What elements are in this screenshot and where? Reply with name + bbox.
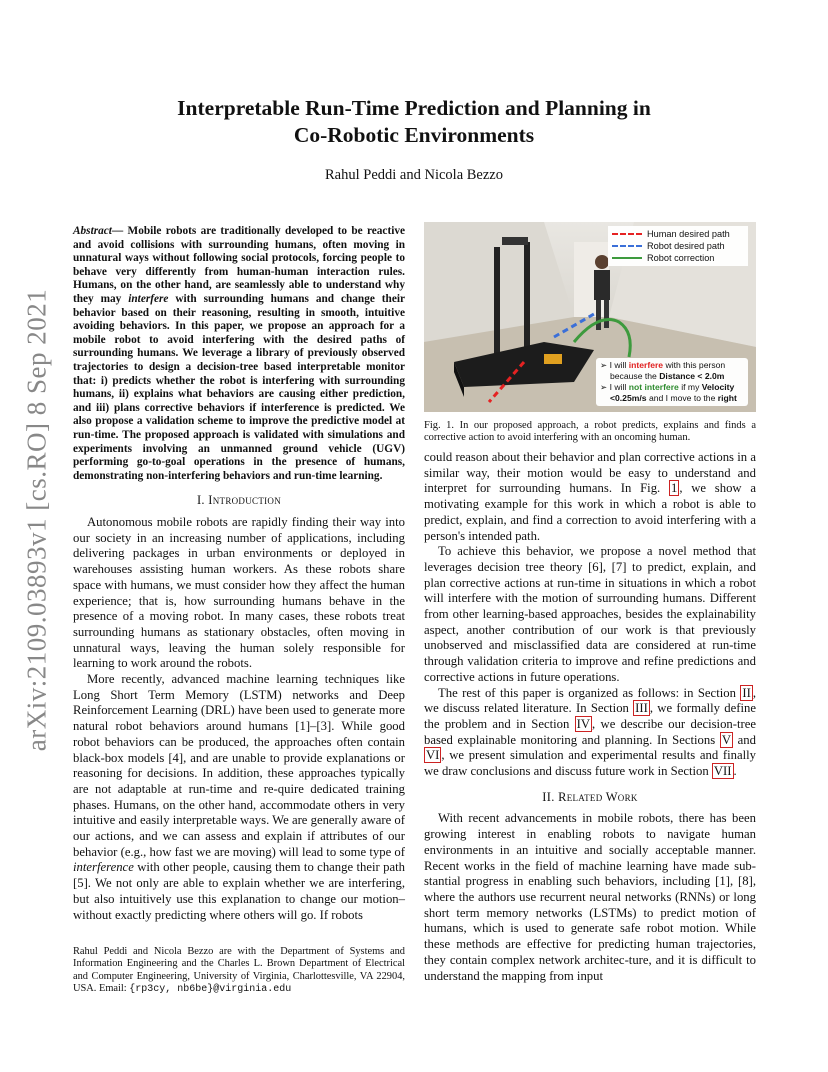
intro-p2-emphasis: interference: [73, 860, 134, 875]
figure-legend: [608, 226, 748, 266]
legend-robot-correction: [612, 252, 744, 264]
explanation-line-2: because the Distance < 2.0m: [610, 371, 725, 381]
intro-paragraph-1: Autonomous mobile robots are rapidly finding their way into our society in an increasing number of applications, including delivering packages in urban environments or deployed in warehouses assisting human workers. As these robots share space with humans, we must consider how they affect the human experience; that is, how surrounding humans behave in the presence of a moving robot. In many cases, these robots treat surrounding humans as stationary obstacles, often moving in unnatural ways, leaving the human solely responsible for learning to work around the robots.: [73, 514, 405, 671]
section-ref-link[interactable]: II: [742, 685, 751, 700]
legend-human-path: [612, 228, 744, 240]
legend-correction-label: Robot correction: [647, 253, 715, 263]
red-dashed-line-icon: [612, 233, 642, 235]
footnote-text: Rahul Peddi and Nicola Bezzo are with the Department of Systems and Information Engineering and the Charles L. Brown Department of Electrical and Computer Engineering, University of Virginia, Charlottesville, VA 22904, USA. Email:: [73, 946, 405, 995]
right-column: [424, 450, 756, 984]
explanation-line-4: <0.25m/s and I move to the right: [610, 393, 737, 403]
section-heading-introduction: I. Introduction: [196, 493, 282, 508]
legend-robot-path: [612, 240, 744, 252]
right-paragraph-2: To achieve this behavior, we propose a novel method that leverages decision tree theory [6], [7] to predict, explain, and plan corrective actions at run-time in situations in which a robot will interfere with the motion of surrounding humans. Different from other learning-based approaches, besides the explainability aspect, another contribution of our work is that previously unobserved and misclassified data are considered at run-time through validation criteria to improve and refine predictions and corrective actions in future operations.: [424, 544, 756, 684]
arxiv-id-text: arXiv:2109.03893v1 [cs.RO] 8 Sep 2021: [21, 288, 52, 752]
section-ref-link[interactable]: IV: [576, 716, 591, 731]
author-footnote: [73, 946, 405, 997]
title-line-2: Co-Robotic Environments: [293, 123, 535, 147]
fig-ref-link[interactable]: 1: [670, 481, 678, 496]
paper-title: [100, 95, 728, 149]
figure-1-photo: [424, 222, 756, 412]
abstract-lead: Abstract: [73, 225, 112, 237]
abstract-emphasis: interfere: [128, 292, 169, 305]
explanation-line-3: ➢ I will not interfere if my Velocity: [600, 382, 735, 392]
rp1-text-a: could reason about their behavior and plan corrective actions in a similar way, their motion would be easy to understand and interpret for surrounding humans. In Fig.: [424, 450, 756, 496]
section-ref-link[interactable]: III: [635, 701, 648, 716]
green-solid-line-icon: [612, 257, 642, 259]
right-paragraph-3: The rest of this paper is organized as follows: in Section II , we discuss related literature. In Section III , we formally define the problem and in Section IV , we describe our decision-tree based explainable monitoring and planning. In Sections V and VI , we present simulation and experimental results and finally we draw conclusions and discuss future work in Section VII .: [424, 685, 756, 779]
section-ref-link[interactable]: VI: [426, 748, 440, 763]
legend-human-label: Human desired path: [647, 229, 730, 239]
related-work-paragraph-1: With recent advancements in mobile robots, there has been growing interest in enabling robots to navigate human environments in an intuitive and socially acceptable manner. Recent works in the field of machine learning have made sub-stantial progress in enabling such behaviors, including [1], [8], where the authors use recurrent neural networks (RNNs) or long short term memory networks (LSTMs) to predict motion of humans, which is used to generate safe robot motion. While these methods are effective for predicting human trajectories, they contain complex network architec-ture, and it is difficult to understand the mapping from input: [424, 811, 756, 983]
abstract: [73, 225, 405, 483]
paper-authors: Rahul Peddi and Nicola Bezzo: [325, 167, 503, 183]
abstract-text-1: Mobile robots are traditionally developed to be reactive and avoid collisions with surrounding humans, often moving in unnatural ways without following social protocols, forcing people to behave very differently from human-human interaction rules. Humans, on the other hand, are seamlessly able to understand why they may: [73, 225, 406, 305]
explanation-line-1: ➢ I will interfere with this person: [600, 360, 726, 370]
arxiv-identifier: [17, 288, 57, 752]
rp1-text-b: , we show a motivating example for this work in which a robot is able to predict, explain, and find a correction to avoid interfering with a person's intended path.: [424, 481, 756, 543]
footnote-email[interactable]: {rp3cy, nb6be}@virginia.edu: [129, 984, 292, 996]
section-ref-link[interactable]: VII: [713, 764, 732, 779]
explanation-box: [596, 358, 748, 406]
legend-robot-label: Robot desired path: [647, 241, 725, 251]
left-column: [73, 225, 405, 923]
section-heading-related-work: II. Related Work: [542, 789, 638, 804]
figure-1-caption: Fig. 1. In our proposed approach, a robot predicts, explains and finds a corrective action to avoid interfering with an oncoming human.: [424, 420, 756, 444]
abstract-dash: —: [111, 225, 128, 237]
abstract-text-2: with surrounding humans and change their behavior based on their reasoning, resulting in smooth, intuitive avoiding behaviors. In this paper, we propose an approach for a mobile robot to avoid interfering with the desired paths of surrounding humans. We leverage a library of previously observed trajectories to design a decision-tree based interpretable monitor that: i) predicts whether the robot is interfering with surrounding humans, ii) explains what behaviors are causing either prediction, and iii) plans corrective behaviors if interference is predicted. We also propose a validation scheme to improve the predictive model at run-time. The proposed approach is validated with simulations and experiments involving an unmanned ground vehicle (UGV) performing go-to-goal operations in the presence of humans, demonstrating non-interfering behaviors and run-time learning.: [73, 292, 405, 482]
intro-p2-text-b: with other people, causing them to change their path [5]. We not only are able to explain whether we are interfering, but also intuitively use this explanation to change our motion–without exactly predicting where others will go. If robots: [73, 860, 405, 922]
blue-dashed-line-icon: [612, 245, 642, 247]
section-ref-link[interactable]: V: [721, 732, 731, 747]
title-line-1: Interpretable Run-Time Prediction and Planning in: [177, 96, 651, 120]
intro-paragraph-2: [73, 672, 405, 923]
right-paragraph-1: [424, 450, 756, 544]
intro-p2-text-a: More recently, advanced machine learning techniques like Long Short Term Memory (LSTM) networks and Deep Reinforcement Learning (DRL) have been used to generate more natural robot behaviors around humans [1]–[3]. While good robot behaviors can be produced, the approaches often contain black-box models [4], and are unable to provide explanations or reasoning for decisions. In addition, these approaches typically are not adaptable at run-time and re-quire dedicated training phases. Humans, on the other hand, accommodate others in very intuitive and easily interpretable ways. We are generally aware of our actions, and we can assess and explain if attributes of our behavior (e.g., how fast we are moving) will lead to some type of: [73, 672, 405, 859]
